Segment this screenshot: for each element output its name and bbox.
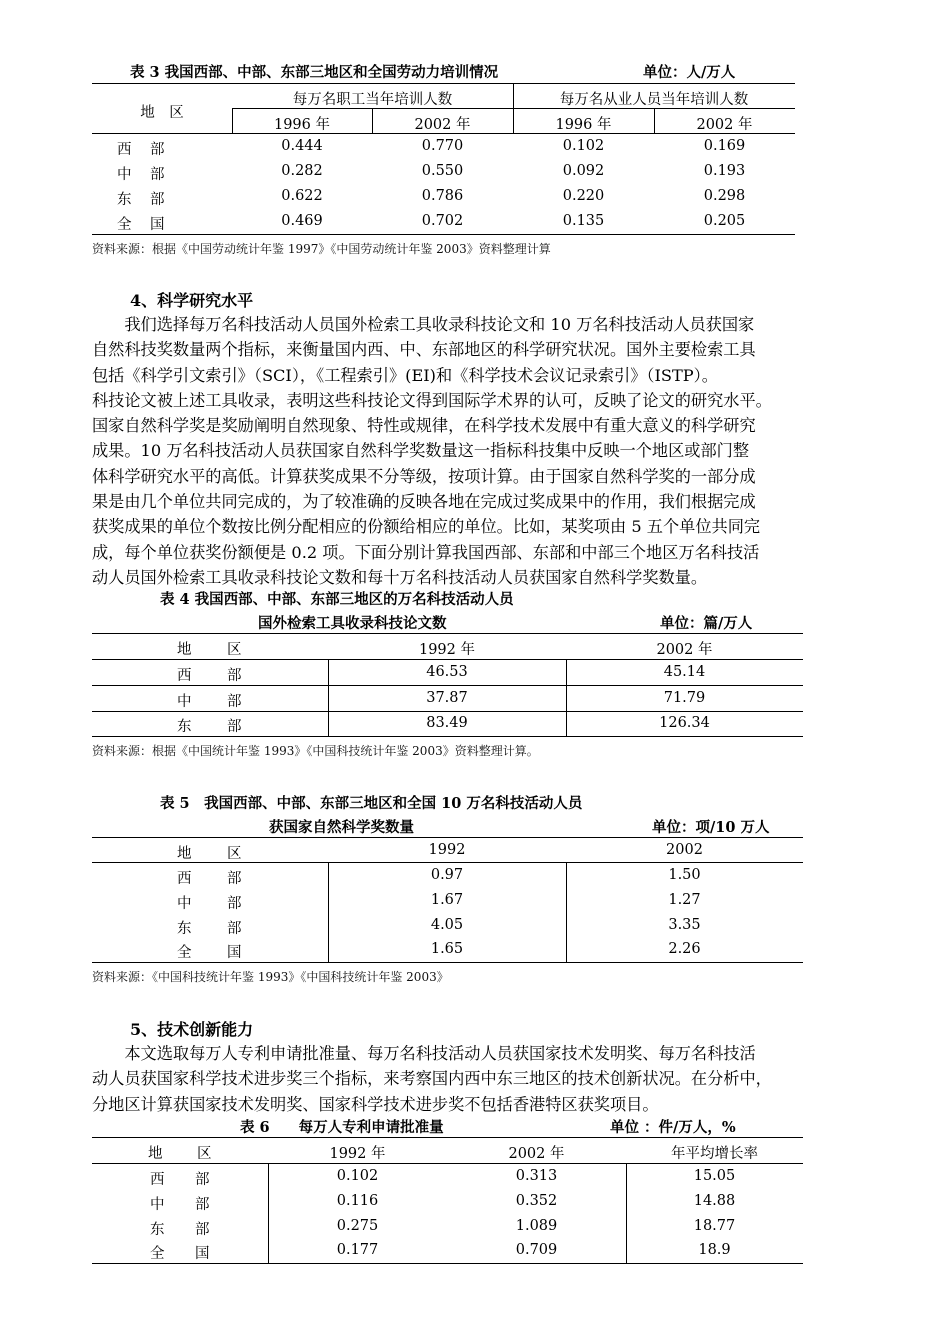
table5-region: 中 — [177, 896, 192, 912]
table6-col-header: 年平均增长率 — [671, 1146, 758, 1162]
table6-col-header: 1992 年 — [329, 1146, 386, 1162]
table5-year-header: 2002 — [666, 842, 703, 858]
table3-cell: 0.298 — [703, 188, 746, 204]
table3-cell: 0.786 — [421, 188, 464, 204]
table3-cell: 0.770 — [421, 138, 464, 154]
table3-year-header: 1996 年 — [273, 117, 330, 133]
table4-cell: 45.14 — [663, 664, 706, 680]
table6-col-header: 2002 年 — [508, 1146, 565, 1162]
table4-year-header: 2002 年 — [656, 642, 713, 658]
table6-region: 西 — [150, 1172, 165, 1188]
table5-region: 部 — [227, 871, 242, 887]
table4-caption: 表 4 我国西部、中部、东部三地区的万名科技活动人员 — [160, 591, 514, 608]
table6-region-header: 区 — [197, 1146, 212, 1162]
table5-cell: 2.26 — [668, 941, 701, 957]
paragraph-line: 成果。10 万名科技活动人员获国家自然科学奖数量这一指标科技集中反映一个地区或部门整 — [92, 441, 750, 461]
table3-bottom-rule — [92, 234, 795, 235]
table6-region: 全 — [150, 1246, 165, 1262]
table3-top-rule — [92, 83, 795, 84]
table3-region: 东 — [117, 192, 132, 208]
table6-cell: 0.275 — [336, 1218, 379, 1234]
section5-paragraph — [92, 1041, 892, 1117]
table5-caption: 表 5 我国西部、中部、东部三地区和全国 10 万名科技活动人员 — [160, 795, 583, 812]
table5-cell: 1.65 — [430, 941, 464, 957]
paragraph-line: 包括《科学引文索引》（SCI），《工程索引》(EI)和《科学技术会议记录索引》（ISTP）。 — [92, 365, 718, 385]
table3-unit: 单位：人/万人 — [643, 64, 736, 81]
table4-cell: 126.34 — [659, 715, 710, 731]
table3-source: 资料来源：根据《中国劳动统计年鉴 1997》《中国劳动统计年鉴 2003》资料整理计算 — [92, 242, 551, 256]
section5-heading: 5、技术创新能力 — [130, 1020, 254, 1039]
paragraph-line: 本文选取每万人专利申请批准量、每万名科技活动人员获国家技术发明奖、每万名科技活 — [92, 1044, 756, 1063]
table5-region: 东 — [177, 921, 192, 937]
table3-cell: 0.169 — [703, 138, 746, 154]
table4-cell: 83.49 — [426, 715, 468, 731]
table5-bottom-rule — [92, 962, 803, 963]
table3-cell: 0.220 — [562, 188, 605, 204]
table5-cell: 1.67 — [430, 892, 464, 908]
section4-paragraph — [92, 312, 892, 590]
table5-region-header: 地 — [177, 846, 192, 862]
table5-region: 西 — [177, 871, 192, 887]
paragraph-line: 成，每个单位获奖份额便是 0.2 项。下面分别计算我国西部、东部和中部三个地区万名科技活 — [92, 542, 760, 562]
table3-cell: 0.102 — [562, 138, 605, 154]
table3-group1-header: 每万名职工当年培训人数 — [292, 92, 453, 108]
table4-cell: 71.79 — [663, 690, 706, 706]
table3-cell: 0.193 — [703, 163, 746, 179]
table4-region: 部 — [227, 719, 242, 735]
table3-region: 全 — [117, 217, 132, 233]
table5-source: 资料来源：《中国科技统计年鉴 1993》《中国科技统计年鉴 2003》 — [92, 970, 449, 984]
table4-cell: 46.53 — [426, 664, 468, 680]
table4-header-rule — [92, 659, 803, 660]
table3-cell: 0.622 — [281, 188, 323, 204]
table3-year-header: 2002 年 — [696, 117, 753, 133]
table3-region: 中 — [117, 167, 132, 183]
table3-region-header: 地 区 — [140, 105, 184, 121]
section4-heading: 4、科学研究水平 — [130, 291, 254, 310]
table4-region: 西 — [177, 668, 192, 684]
table3-header-rule — [92, 133, 795, 134]
table5-cell: 4.05 — [430, 917, 464, 933]
paragraph-line: 体科学研究水平的高低。计算获奖成果不分等级，按项计算。由于国家自然科学奖的一部分成 — [92, 466, 756, 486]
table5-year-header: 1992 — [428, 842, 466, 858]
paragraph-line: 动人员获国家科学技术进步奖三个指标，来考察国内西中东三地区的技术创新状况。在分析中， — [92, 1069, 772, 1089]
table3-region: 国 — [150, 217, 165, 233]
table6-region: 部 — [195, 1197, 210, 1213]
table3-year-header: 2002 年 — [414, 117, 471, 133]
table5-cell: 3.35 — [668, 917, 701, 933]
table3-region: 部 — [150, 192, 165, 208]
table6-cell: 14.88 — [693, 1193, 736, 1209]
table6-header-rule — [92, 1163, 803, 1164]
paragraph-line: 科技论文被上述工具收录，表明这些科技论文得到国际学术界的认可，反映了论文的研究水平。 — [92, 390, 772, 410]
table6-region: 部 — [195, 1172, 210, 1188]
table6-cell: 0.116 — [336, 1193, 379, 1209]
paragraph-line: 分地区计算获国家技术发明奖、国家科学技术进步奖不包括香港特区获奖项目。 — [92, 1094, 659, 1114]
table5-region: 部 — [227, 896, 242, 912]
table6-caption: 表 6 每万人专利申请批准量 — [240, 1119, 444, 1136]
table3-region: 部 — [150, 142, 165, 158]
table6-unit: 单位 ：件/万人，% — [610, 1119, 736, 1136]
table6-cell: 15.05 — [693, 1168, 736, 1184]
table4-region-header: 区 — [227, 642, 242, 658]
table5-region: 国 — [227, 945, 242, 961]
table3-group2-header: 每万名从业人员当年培训人数 — [559, 92, 749, 108]
paragraph-line: 我们选择每万名科技活动人员国外检索工具收录科技论文和 10 万名科技活动人员获国家 — [92, 315, 755, 334]
table6-cell: 0.709 — [515, 1242, 558, 1258]
table5-header-rule — [92, 862, 803, 863]
table4-source: 资料来源：根据《中国统计年鉴 1993》《中国科技统计年鉴 2003》资料整理计算。 — [92, 744, 539, 758]
paragraph-line: 国家自然科学奖是奖励阐明自然现象、特性或规律，在科学技术发展中有重大意义的科学研究 — [92, 416, 756, 436]
table3-cell: 0.444 — [281, 138, 323, 154]
table3-cell: 0.205 — [703, 213, 746, 229]
table6-region: 中 — [150, 1197, 165, 1213]
table6-region: 国 — [195, 1246, 210, 1262]
table3-cell: 0.550 — [421, 163, 464, 179]
table6-top-rule — [92, 1137, 803, 1138]
paragraph-line: 果是由几个单位共同完成的，为了较准确的反映各地在完成过奖成果中的作用，我们根据完成 — [92, 492, 756, 512]
table3-caption: 表 3 我国西部、中部、东部三地区和全国劳动力培训情况 — [130, 64, 499, 81]
table5-region: 部 — [227, 921, 242, 937]
table5-top-rule — [92, 837, 803, 838]
table4-cell: 37.87 — [426, 690, 468, 706]
table4-year-header: 1992 年 — [418, 642, 475, 658]
table5-cell: 1.50 — [668, 867, 701, 883]
table3-cell: 0.469 — [281, 213, 323, 229]
table6-region: 东 — [150, 1222, 165, 1238]
paragraph-line: 获奖成果的单位个数按比例分配相应的份额给相应的单位。比如，某奖项由 5 五个单位共同完 — [92, 517, 761, 537]
table5-region: 全 — [177, 945, 192, 961]
table3-region: 西 — [117, 142, 132, 158]
paragraph-line: 动人员国外检索工具收录科技论文数和每十万名科技活动人员获国家自然科学奖数量。 — [92, 567, 708, 587]
paragraph-line: 自然科技奖数量两个指标，来衡量国内西、中、东部地区的科学研究状况。国外主要检索工具 — [92, 340, 756, 360]
table4-bottom-rule — [92, 736, 803, 737]
table5-unit: 单位：项/10 万人 — [652, 819, 770, 836]
table6-cell: 18.77 — [693, 1218, 736, 1234]
table5-cell: 0.97 — [430, 867, 464, 883]
table6-cell: 0.177 — [336, 1242, 379, 1258]
table5-caption-line2: 获国家自然科学奖数量 — [269, 819, 414, 836]
table6-region-header: 地 — [148, 1146, 163, 1162]
table3-cell: 0.702 — [421, 213, 464, 229]
table4-caption-line2: 国外检索工具收录科技论文数 — [258, 615, 447, 632]
table6-cell: 1.089 — [515, 1218, 558, 1234]
table4-region-header: 地 — [177, 642, 192, 658]
table6-bottom-rule — [92, 1263, 803, 1264]
table3-region: 部 — [150, 167, 165, 183]
table4-top-rule — [92, 633, 803, 634]
table6-cell: 0.313 — [515, 1168, 558, 1184]
table4-region: 部 — [227, 694, 242, 710]
table3-cell: 0.282 — [281, 163, 323, 179]
table5-cell: 1.27 — [668, 892, 701, 908]
table3-cell: 0.092 — [562, 163, 605, 179]
table5-region-header: 区 — [227, 846, 242, 862]
table4-region: 部 — [227, 668, 242, 684]
table6-cell: 18.9 — [698, 1242, 731, 1258]
table4-region: 中 — [177, 694, 192, 710]
table6-cell: 0.352 — [515, 1193, 558, 1209]
table6-cell: 0.102 — [336, 1168, 379, 1184]
table4-region: 东 — [177, 719, 192, 735]
table4-unit: 单位：篇/万人 — [660, 615, 753, 632]
table3-cell: 0.135 — [562, 213, 605, 229]
table6-region: 部 — [195, 1222, 210, 1238]
table3-year-header: 1996 年 — [555, 117, 612, 133]
